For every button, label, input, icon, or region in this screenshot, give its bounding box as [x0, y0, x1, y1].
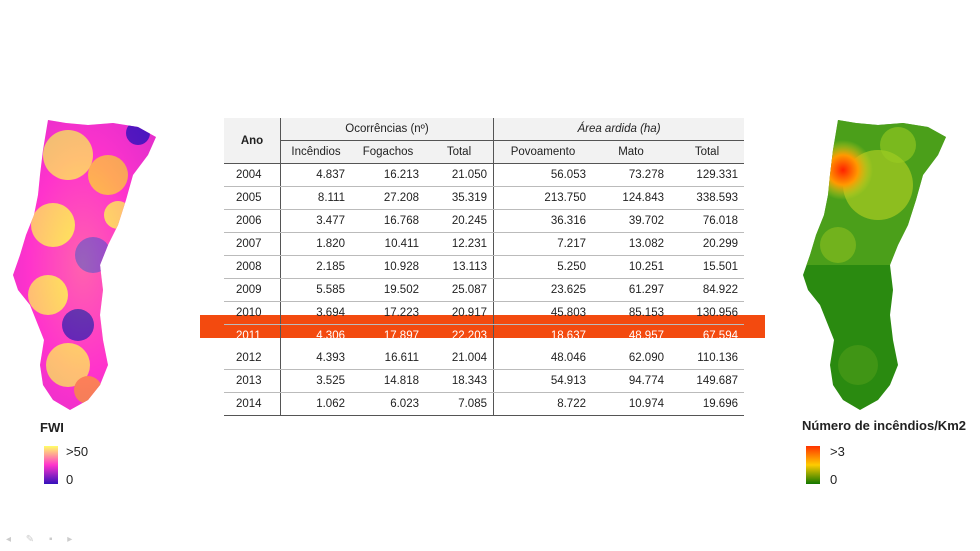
value-cell: 7.217: [494, 233, 593, 256]
value-cell: 20.299: [670, 233, 744, 256]
fwi-legend-title: FWI: [40, 420, 64, 435]
col-fogachos: Fogachos: [351, 141, 425, 164]
value-cell: 18.637: [494, 325, 593, 348]
col-total-occurrences: Total: [425, 141, 494, 164]
value-cell: 16.213: [351, 164, 425, 187]
value-cell: 48.046: [494, 347, 593, 370]
year-header: Ano: [224, 118, 281, 164]
value-cell: 36.316: [494, 210, 593, 233]
value-cell: 3.525: [281, 370, 352, 393]
value-cell: 84.922: [670, 279, 744, 302]
year-cell: 2005: [224, 187, 281, 210]
value-cell: 17.223: [351, 302, 425, 325]
table-row: [224, 370, 744, 393]
value-cell: 10.411: [351, 233, 425, 256]
value-cell: 54.913: [494, 370, 593, 393]
value-cell: 85.153: [592, 302, 670, 325]
value-cell: 5.250: [494, 256, 593, 279]
value-cell: 19.502: [351, 279, 425, 302]
col-mato: Mato: [592, 141, 670, 164]
value-cell: 110.136: [670, 347, 744, 370]
value-cell: 94.774: [592, 370, 670, 393]
value-cell: 10.251: [592, 256, 670, 279]
occurrences-group-header: Ocorrências (nº): [281, 118, 494, 141]
table-row: [224, 256, 744, 279]
year-cell: 2004: [224, 164, 281, 187]
table-row: [224, 302, 744, 325]
value-cell: 129.331: [670, 164, 744, 187]
fwi-legend-min: 0: [66, 472, 74, 487]
fwi-legend-bar: [44, 446, 58, 484]
value-cell: 4.837: [281, 164, 352, 187]
col-incendios: Incêndios: [281, 141, 352, 164]
year-cell: 2012: [224, 347, 281, 370]
value-cell: 4.393: [281, 347, 352, 370]
year-cell: 2009: [224, 279, 281, 302]
value-cell: 4.306: [281, 325, 352, 348]
burned-area-group-header: Área ardida (ha): [494, 118, 745, 141]
table-row: [224, 210, 744, 233]
table-row: [224, 187, 744, 210]
year-cell: 2008: [224, 256, 281, 279]
value-cell: 7.085: [425, 393, 494, 416]
value-cell: 16.611: [351, 347, 425, 370]
fire-density-map: [798, 115, 948, 415]
year-cell: 2013: [224, 370, 281, 393]
table-row: [224, 279, 744, 302]
table-row: [224, 164, 744, 187]
year-cell: 2011: [236, 330, 261, 342]
value-cell: 149.687: [670, 370, 744, 393]
year-cell: 2006: [224, 210, 281, 233]
year-cell: 2014: [224, 393, 281, 416]
table-row: [224, 325, 744, 348]
fire-statistics-table: [224, 118, 744, 416]
value-cell: 39.702: [592, 210, 670, 233]
value-cell: 21.050: [425, 164, 494, 187]
value-cell: 23.625: [494, 279, 593, 302]
value-cell: 10.974: [592, 393, 670, 416]
value-cell: 3.477: [281, 210, 352, 233]
year-cell: 2010: [224, 302, 281, 325]
value-cell: 27.208: [351, 187, 425, 210]
value-cell: 8.722: [494, 393, 593, 416]
value-cell: 14.818: [351, 370, 425, 393]
value-cell: 8.111: [281, 187, 352, 210]
value-cell: 338.593: [670, 187, 744, 210]
value-cell: 61.297: [592, 279, 670, 302]
value-cell: 62.090: [592, 347, 670, 370]
value-cell: 20.917: [425, 302, 494, 325]
density-legend-title: Número de incêndios/Km2: [802, 418, 966, 433]
value-cell: 1.820: [281, 233, 352, 256]
density-legend-bar: [806, 446, 820, 484]
density-legend-max: >3: [830, 444, 845, 459]
table-row: [224, 233, 744, 256]
value-cell: 18.343: [425, 370, 494, 393]
value-cell: 76.018: [670, 210, 744, 233]
value-cell: 2.185: [281, 256, 352, 279]
value-cell: 124.843: [592, 187, 670, 210]
value-cell: 45.803: [494, 302, 593, 325]
value-cell: 35.319: [425, 187, 494, 210]
slide-nav-icons[interactable]: ◂ ✎ ▪ ▸: [6, 534, 79, 545]
value-cell: 10.928: [351, 256, 425, 279]
value-cell: 15.501: [670, 256, 744, 279]
value-cell: 6.023: [351, 393, 425, 416]
value-cell: 17.897: [383, 330, 419, 342]
value-cell: 73.278: [592, 164, 670, 187]
value-cell: 20.245: [425, 210, 494, 233]
value-cell: 21.004: [425, 347, 494, 370]
value-cell: 22.203: [451, 330, 487, 342]
value-cell: 19.696: [670, 393, 744, 416]
value-cell: 56.053: [494, 164, 593, 187]
value-cell: 12.231: [425, 233, 494, 256]
value-cell: 25.087: [425, 279, 494, 302]
value-cell: 213.750: [494, 187, 593, 210]
value-cell: 16.768: [351, 210, 425, 233]
value-cell: 5.585: [281, 279, 352, 302]
col-povoamento: Povoamento: [494, 141, 593, 164]
table-row: [224, 393, 744, 416]
year-cell: 2007: [224, 233, 281, 256]
value-cell: 1.062: [281, 393, 352, 416]
fwi-map: [8, 115, 158, 415]
value-cell: 67.594: [702, 330, 738, 342]
col-total-area: Total: [670, 141, 744, 164]
table-row: [224, 347, 744, 370]
value-cell: 13.082: [592, 233, 670, 256]
value-cell: 3.694: [281, 302, 352, 325]
value-cell: 13.113: [425, 256, 494, 279]
value-cell: 48.957: [628, 330, 664, 342]
fwi-legend-max: >50: [66, 444, 89, 459]
value-cell: 130.956: [670, 302, 744, 325]
density-legend-min: 0: [830, 472, 838, 487]
